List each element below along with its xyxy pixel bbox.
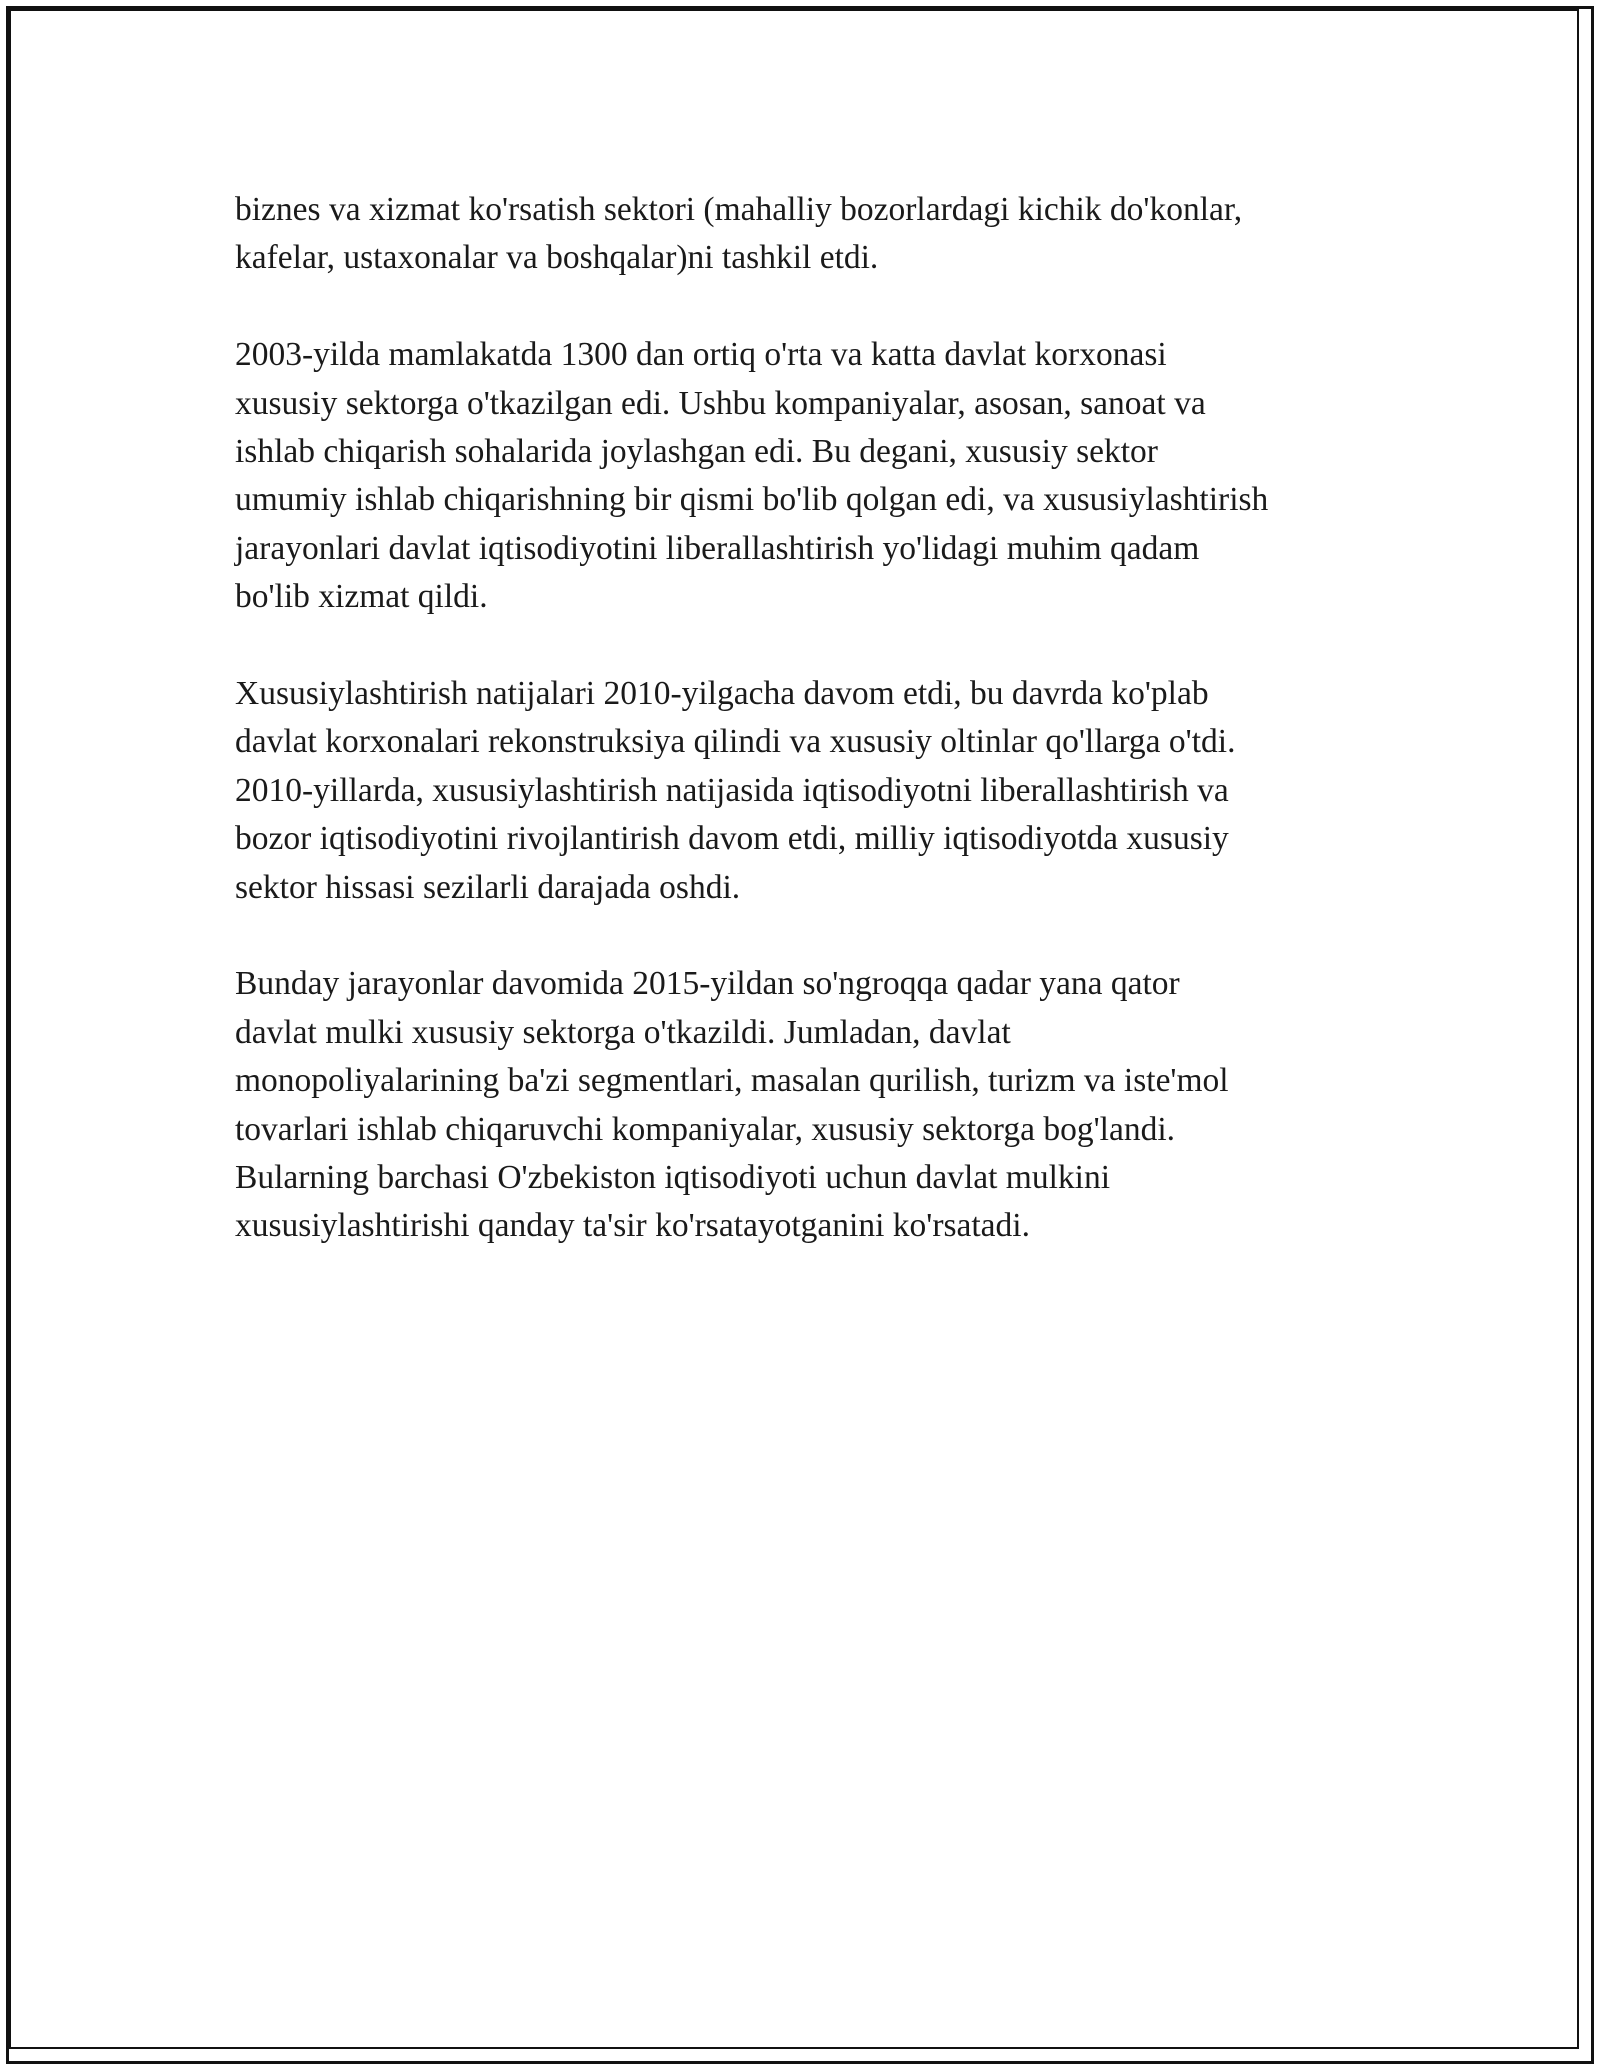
- text-line: biznes va xizmat ko'rsatish sektori (mahalliy bozorlardagi kichik do'konlar,: [235, 191, 1243, 228]
- text-line: davlat mulki xususiy sektorga o'tkazildi. Jumladan, davlat: [235, 1013, 1011, 1051]
- text-line: jarayonlari davlat iqtisodiyotini liberallashtirish yo'lidagi muhim qadam: [235, 529, 1200, 567]
- paragraph-1: [235, 186, 1385, 283]
- text-line: davlat korxonalari rekonstruksiya qilindi va xususiy oltinlar qo'llarga o'tdi.: [235, 723, 1236, 761]
- text-line: kafelar, ustaxonalar va boshqalar)ni tashkil etdi.: [235, 239, 879, 277]
- text-line: 2003-yilda mamlakatda 1300 dan ortiq o'rta va katta davlat korxonasi: [235, 336, 1167, 374]
- text-line: ishlab chiqarish sohalarida joylashgan edi. Bu degani, xususiy sektor: [235, 433, 1158, 471]
- text-line: xususiylashtirishi qanday ta'sir ko'rsatayotganini ko'rsatadi.: [235, 1207, 1030, 1245]
- paragraph-4: [235, 960, 1385, 1250]
- text-line: Bularning barchasi O'zbekiston iqtisodiyoti uchun davlat mulkini: [235, 1159, 1111, 1197]
- text-line: bo'lib xizmat qildi.: [235, 578, 488, 616]
- document-body: [235, 186, 1385, 1299]
- text-line: umumiy ishlab chiqarishning bir qismi bo'lib qolgan edi, va xususiylashtirish: [235, 481, 1269, 519]
- text-line: Bunday jarayonlar davomida 2015-yildan so'ngroqqa qadar yana qator: [235, 965, 1180, 1003]
- text-line: sektor hissasi sezilarli darajada oshdi.: [235, 868, 741, 906]
- text-line: xususiy sektorga o'tkazilgan edi. Ushbu kompaniyalar, asosan, sanoat va: [235, 384, 1206, 422]
- text-line: monopoliyalarining ba'zi segmentlari, masalan qurilish, turizm va iste'mol: [235, 1062, 1229, 1100]
- text-line: tovarlari ishlab chiqaruvchi kompaniyalar, xususiy sektorga bog'landi.: [235, 1110, 1175, 1148]
- text-line: bozor iqtisodiyotini rivojlantirish davom etdi, milliy iqtisodiyotda xususiy: [235, 820, 1229, 858]
- paragraph-3: [235, 670, 1385, 912]
- text-line: Xususiylashtirish natijalari 2010-yilgacha davom etdi, bu davrda ko'plab: [235, 675, 1209, 713]
- text-line: 2010-yillarda, xususiylashtirish natijasida iqtisodiyotni liberallashtirish va: [235, 771, 1229, 809]
- paragraph-2: [235, 331, 1385, 621]
